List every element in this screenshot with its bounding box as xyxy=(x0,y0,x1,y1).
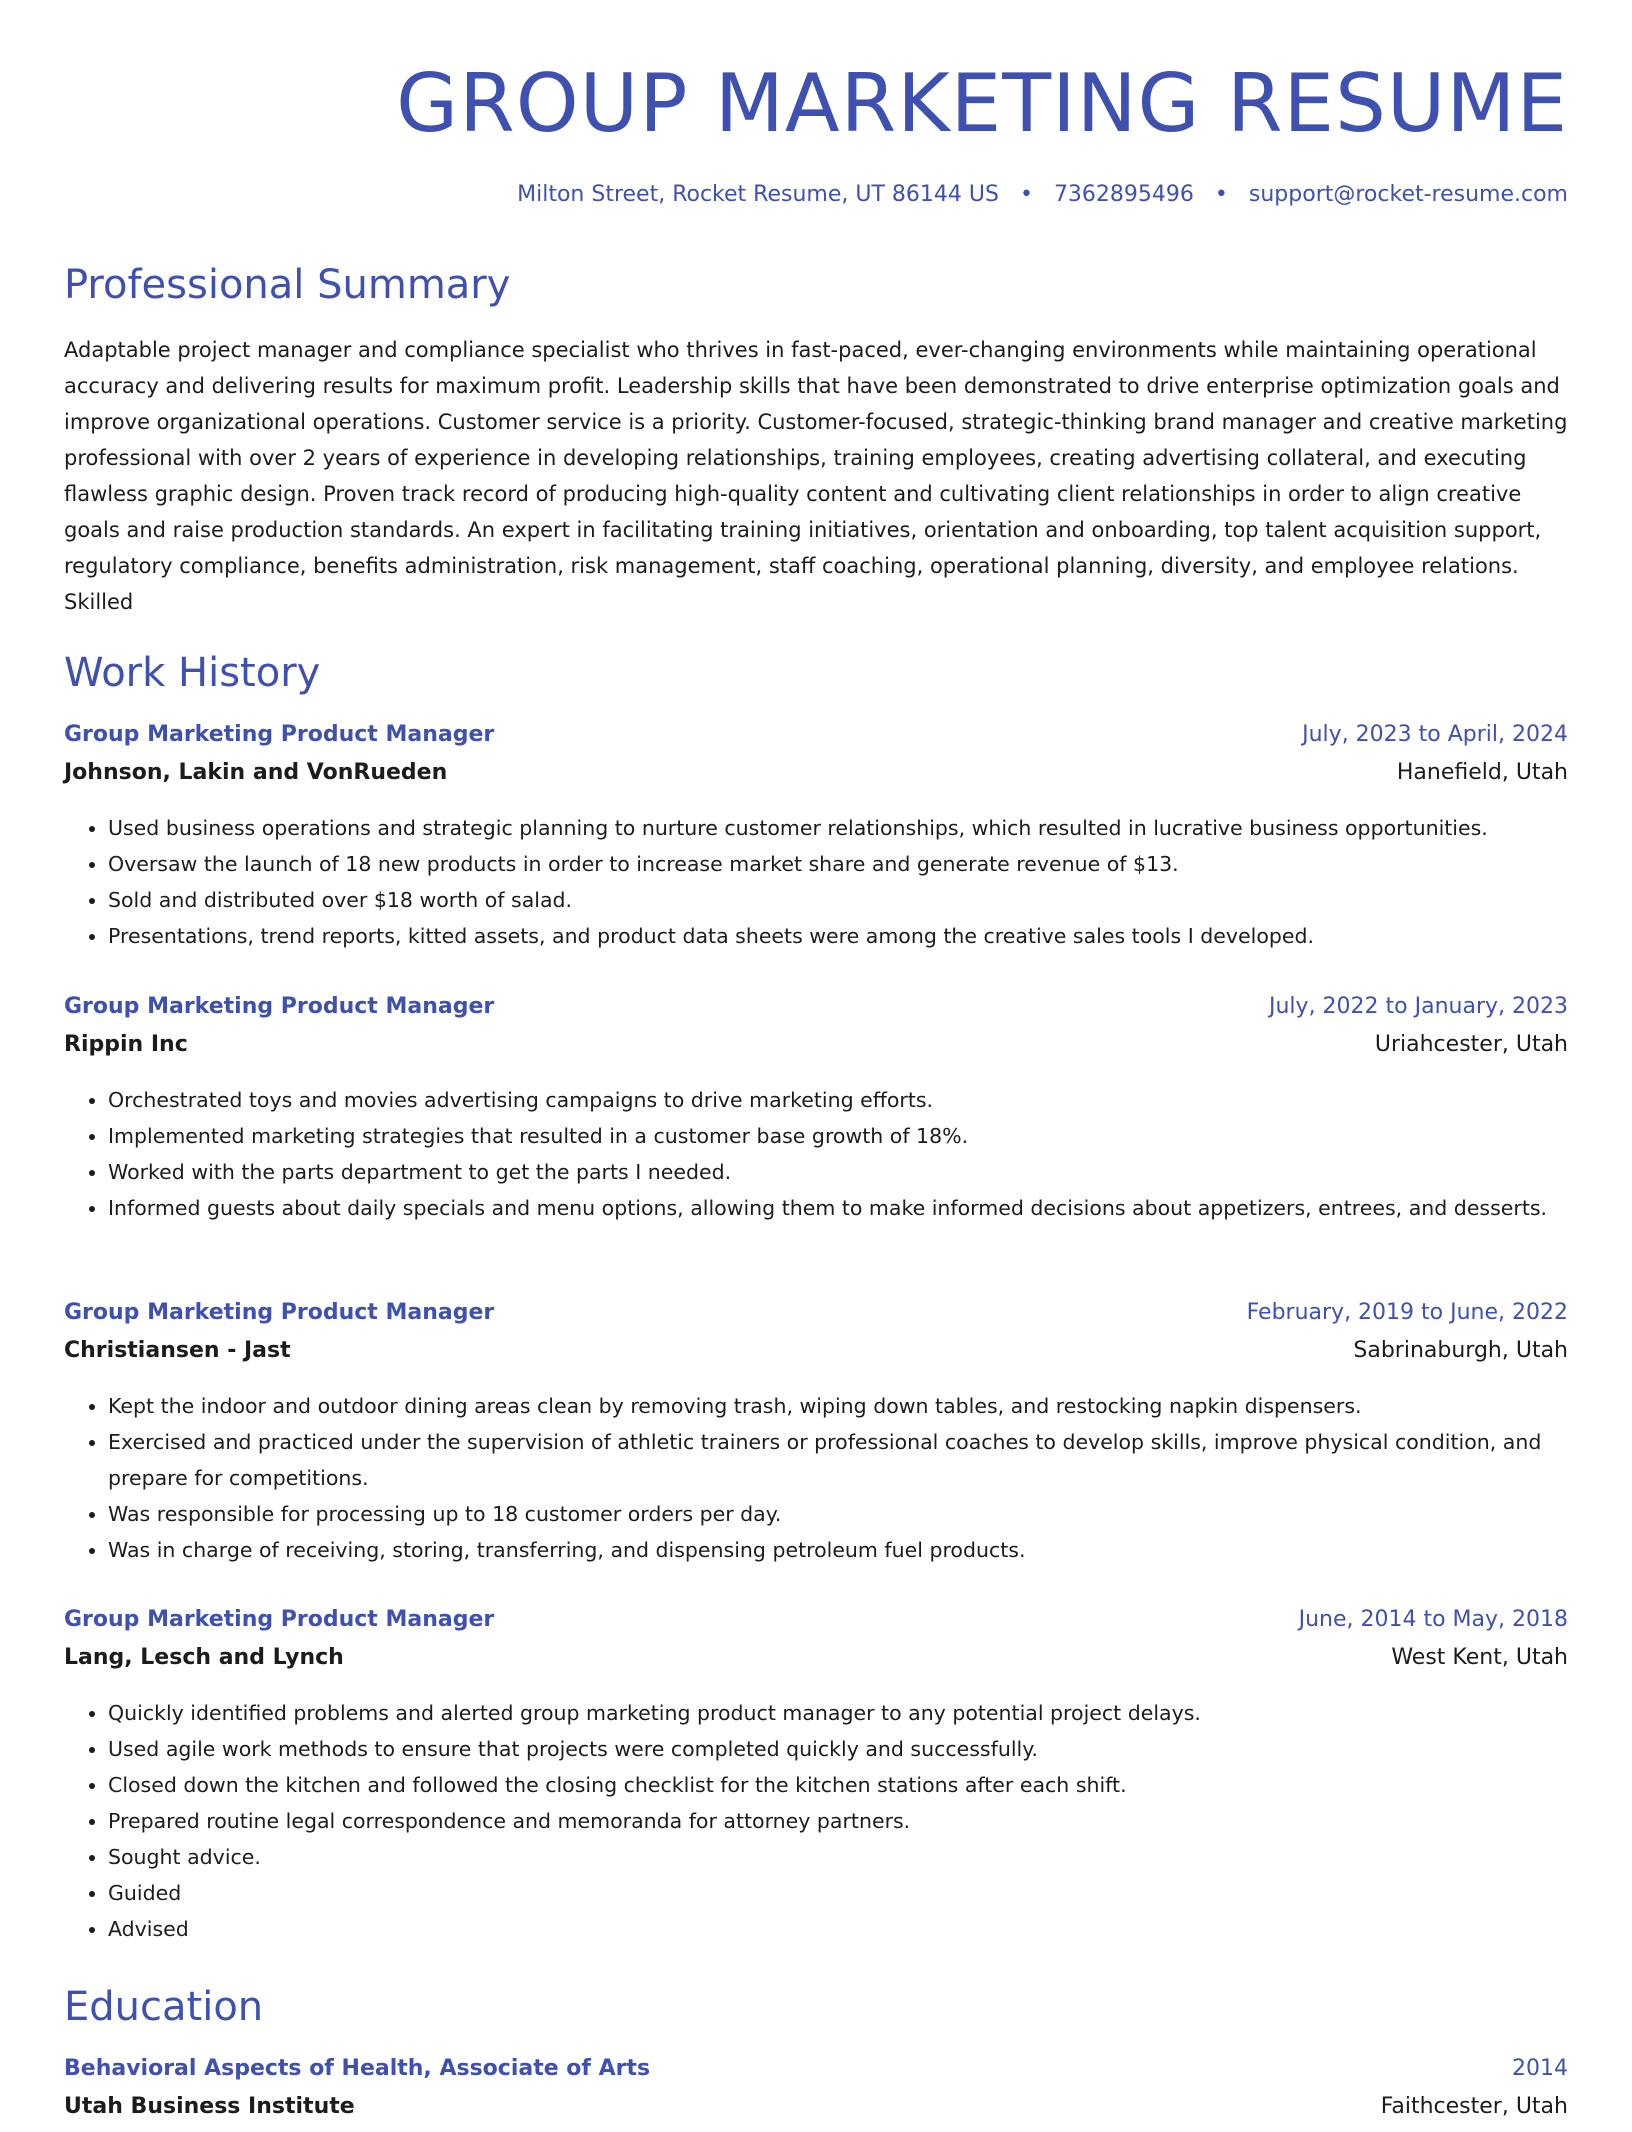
education-degree-row xyxy=(64,2056,1568,2094)
education-year: 2014 xyxy=(1512,2056,1568,2081)
contact-separator: • xyxy=(1214,182,1228,207)
bullet-item: • Advised xyxy=(108,1911,1568,1947)
contact-separator: • xyxy=(1019,182,1033,207)
job-title: Group Marketing Product Manager xyxy=(64,994,495,1019)
bullet-item: • Implemented marketing strategies that resulted in a customer base growth of 18%. xyxy=(108,1118,1568,1154)
job-location: Sabrinaburgh, Utah xyxy=(1353,1338,1568,1363)
resume-page xyxy=(64,0,1568,2119)
job-title-row xyxy=(64,722,1568,760)
education-degree: Behavioral Aspects of Health, Associate of Arts xyxy=(64,2056,651,2081)
job-company: Christiansen - Jast xyxy=(64,1338,291,1363)
job-company: Johnson, Lakin and VonRueden xyxy=(64,760,448,785)
contact-email[interactable]: support@rocket-resume.com xyxy=(1248,182,1568,207)
job-bullets xyxy=(64,810,1568,954)
job-location: West Kent, Utah xyxy=(1391,1645,1568,1670)
education-school-row xyxy=(64,2094,1568,2132)
job-company-row xyxy=(64,1645,1568,1683)
bullet-item: • Informed guests about daily specials and menu options, allowing them to make informed decisions about appetizers, entrees, and desserts. xyxy=(108,1190,1568,1226)
job-entry xyxy=(64,722,1568,954)
job-company: Lang, Lesch and Lynch xyxy=(64,1645,344,1670)
education-school: Utah Business Institute xyxy=(64,2094,355,2119)
job-title: Group Marketing Product Manager xyxy=(64,1300,495,1325)
bullet-item: • Worked with the parts department to get the parts I needed. xyxy=(108,1154,1568,1190)
job-entry xyxy=(64,1300,1568,1568)
bullet-item: • Was responsible for processing up to 18 customer orders per day. xyxy=(108,1496,1568,1532)
job-dates: July, 2023 to April, 2024 xyxy=(1302,722,1568,747)
bullet-item: • Sought advice. xyxy=(108,1839,1568,1875)
job-title: Group Marketing Product Manager xyxy=(64,722,495,747)
job-location: Hanefield, Utah xyxy=(1396,760,1568,785)
contact-phone: 7362895496 xyxy=(1053,182,1194,207)
summary-text: Adaptable project manager and compliance specialist who thrives in fast-paced, ever-changing environments while maintaining operational accuracy and delivering results for maximum profit. Leadership skills that have been demonstrated to drive enterprise optimization goals and improve organizational operations. Customer service is a priority. Customer-focused, strategic-thinking brand manager and creative marketing professional with over 2 years of experience in developing relationships, training employees, creating advertising collateral, and executing flawless graphic design. Proven track record of producing high-quality content and cultivating client relationships in order to align creative goals and raise production standards. An expert in facilitating training initiatives, orientation and onboarding, top talent acquisition support, regulatory compliance, benefits administration, risk management, staff coaching, operational planning, diversity, and employee relations. Skilled xyxy=(64,338,1568,614)
bullet-item: • Sold and distributed over $18 worth of salad. xyxy=(108,882,1568,918)
contact-line xyxy=(517,182,1568,207)
education-location: Faithcester, Utah xyxy=(1380,2094,1568,2119)
bullet-item: • Guided xyxy=(108,1875,1568,1911)
job-dates: July, 2022 to January, 2023 xyxy=(1269,994,1568,1019)
job-bullets xyxy=(64,1695,1568,1947)
bullet-item: • Was in charge of receiving, storing, transferring, and dispensing petroleum fuel products. xyxy=(108,1532,1568,1568)
summary-heading: Professional Summary xyxy=(64,262,511,308)
job-company-row xyxy=(64,1338,1568,1376)
bullet-item: • Orchestrated toys and movies advertising campaigns to drive marketing efforts. xyxy=(108,1082,1568,1118)
job-location: Uriahcester, Utah xyxy=(1374,1032,1568,1057)
job-entry xyxy=(64,994,1568,1226)
resume-title: GROUP MARKETING RESUME xyxy=(396,57,1568,150)
job-dates: June, 2014 to May, 2018 xyxy=(1298,1607,1568,1632)
bullet-item: • Oversaw the launch of 18 new products in order to increase market share and generate revenue of $13. xyxy=(108,846,1568,882)
bullet-item: • Prepared routine legal correspondence and memoranda for attorney partners. xyxy=(108,1803,1568,1839)
bullet-item: • Used agile work methods to ensure that projects were completed quickly and successfully. xyxy=(108,1731,1568,1767)
job-bullets xyxy=(64,1082,1568,1226)
education-entry xyxy=(64,2056,1568,2132)
job-dates: February, 2019 to June, 2022 xyxy=(1246,1300,1568,1325)
bullet-item: • Quickly identified problems and alerted group marketing product manager to any potential project delays. xyxy=(108,1695,1568,1731)
job-title-row xyxy=(64,994,1568,1032)
job-company-row xyxy=(64,760,1568,798)
job-bullets xyxy=(64,1388,1568,1568)
job-company: Rippin Inc xyxy=(64,1032,188,1057)
education-heading: Education xyxy=(64,1984,264,2030)
work-history-heading: Work History xyxy=(64,650,321,696)
bullet-item: • Kept the indoor and outdoor dining areas clean by removing trash, wiping down tables, and restocking napkin dispensers. xyxy=(108,1388,1568,1424)
bullet-item: • Presentations, trend reports, kitted assets, and product data sheets were among the creative sales tools I developed. xyxy=(108,918,1568,954)
job-title: Group Marketing Product Manager xyxy=(64,1607,495,1632)
job-title-row xyxy=(64,1300,1568,1338)
job-company-row xyxy=(64,1032,1568,1070)
job-entry xyxy=(64,1607,1568,1947)
bullet-item: • Closed down the kitchen and followed the closing checklist for the kitchen stations after each shift. xyxy=(108,1767,1568,1803)
bullet-item: • Used business operations and strategic planning to nurture customer relationships, which resulted in lucrative business opportunities. xyxy=(108,810,1568,846)
contact-address: Milton Street, Rocket Resume, UT 86144 US xyxy=(517,182,999,207)
bullet-item: • Exercised and practiced under the supervision of athletic trainers or professional coaches to develop skills, improve physical condition, and prepare for competitions. xyxy=(108,1424,1568,1496)
job-title-row xyxy=(64,1607,1568,1645)
